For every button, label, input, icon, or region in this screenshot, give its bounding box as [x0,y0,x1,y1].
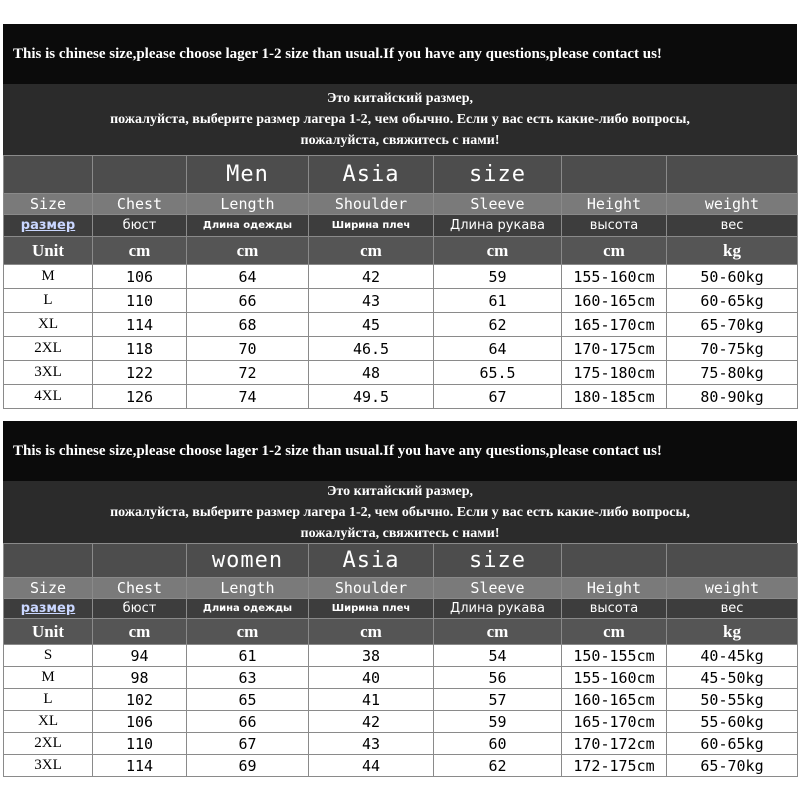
men-title-size: size [434,156,562,194]
unit-cell: cm [187,237,309,265]
header-cell: Size [4,578,93,599]
unit-cell: kg [667,619,798,645]
women-banner-russian-line2: пожалуйста, выберите размер лагера 1-2, чем обычно. Если у вас есть какие-либо вопросы, [110,504,690,520]
table-cell: 106 [93,265,187,289]
table-cell: 4XL [4,385,93,409]
table-row [4,711,798,733]
table-cell: 110 [93,733,187,755]
header-cell: Sleeve [434,578,562,599]
header-ru-cell: Длина одежды [187,215,309,237]
header-ru-cell: вес [667,599,798,619]
women-title-gender: women [187,544,309,578]
table-cell: 62 [434,755,562,777]
table-cell: 59 [434,711,562,733]
table-cell: 49.5 [309,385,434,409]
header-ru-cell: Длина рукава [434,215,562,237]
table-cell: 3XL [4,361,93,385]
header-cell: Length [187,578,309,599]
unit-cell: kg [667,237,798,265]
men-banner-english-text: This is chinese size,please choose lager 1-2 size than usual.If you have any questions,please contact us! [13,45,662,62]
table-cell: 60-65kg [667,733,798,755]
header-ru-cell: высота [562,599,667,619]
header-ru-cell: размер [4,599,93,619]
men-unit-row [4,237,798,265]
women-banner-english-text: This is chinese size,please choose lager 1-2 size than usual.If you have any questions,please contact us! [13,442,662,459]
men-banner-russian-line2: пожалуйста, выберите размер лагера 1-2, чем обычно. Если у вас есть какие-либо вопросы, [110,112,690,127]
table-cell: 60-65kg [667,289,798,313]
table-cell: 70-75kg [667,337,798,361]
men-banner-russian-line3: пожалуйста, свяжитесь с нами! [300,133,500,148]
header-ru-cell: бюст [93,215,187,237]
table-cell: 170-175cm [562,337,667,361]
table-cell: 160-165cm [562,289,667,313]
table-cell: 43 [309,289,434,313]
table-cell: 57 [434,689,562,711]
header-cell: Length [187,194,309,215]
table-cell: 45-50kg [667,667,798,689]
table-cell: XL [4,313,93,337]
header-cell: Sleeve [434,194,562,215]
table-cell: 63 [187,667,309,689]
table-cell: 80-90kg [667,385,798,409]
table-cell: 155-160cm [562,667,667,689]
unit-cell: cm [434,237,562,265]
header-ru-cell: Ширина плеч [309,599,434,619]
header-cell: weight [667,194,798,215]
unit-cell: Unit [4,237,93,265]
table-row [4,361,798,385]
men-header-row [4,194,798,215]
table-cell: 44 [309,755,434,777]
table-cell: 170-172cm [562,733,667,755]
table-cell: 180-185cm [562,385,667,409]
unit-cell: cm [309,619,434,645]
table-row [4,337,798,361]
table-cell: 122 [93,361,187,385]
women-title-size: size [434,544,562,578]
table-cell: XL [4,711,93,733]
header-cell: Chest [93,578,187,599]
table-cell: 114 [93,313,187,337]
men-banner-russian [3,84,797,155]
unit-cell: cm [434,619,562,645]
women-banner-russian [3,481,797,543]
table-cell: 59 [434,265,562,289]
table-cell: 165-170cm [562,313,667,337]
table-row [4,265,798,289]
table-cell: 48 [309,361,434,385]
women-title-asia: Asia [309,544,434,578]
table-row [4,313,798,337]
table-cell: 40 [309,667,434,689]
table-cell: 46.5 [309,337,434,361]
table-cell: 60 [434,733,562,755]
table-cell: 61 [187,645,309,667]
table-cell: 38 [309,645,434,667]
men-header-russian-row [4,215,798,237]
table-cell: 70 [187,337,309,361]
table-cell: 2XL [4,337,93,361]
table-cell: 64 [187,265,309,289]
table-cell: 40-45kg [667,645,798,667]
women-header-row [4,578,798,599]
table-cell: 110 [93,289,187,313]
table-cell: 54 [434,645,562,667]
header-ru-cell: размер [4,215,93,237]
table-cell: 155-160cm [562,265,667,289]
table-cell: 118 [93,337,187,361]
table-cell: M [4,667,93,689]
table-row [4,733,798,755]
table-row [4,755,798,777]
table-cell: 56 [434,667,562,689]
table-cell: 45 [309,313,434,337]
table-cell: 2XL [4,733,93,755]
header-ru-cell: Длина одежды [187,599,309,619]
men-size-table [3,155,798,409]
table-cell: 72 [187,361,309,385]
header-cell: Shoulder [309,578,434,599]
table-cell: 64 [434,337,562,361]
table-row [4,645,798,667]
table-cell: S [4,645,93,667]
table-cell: 65-70kg [667,755,798,777]
table-cell: 66 [187,711,309,733]
table-cell: 106 [93,711,187,733]
unit-cell: cm [93,619,187,645]
header-cell: Height [562,194,667,215]
header-cell: Chest [93,194,187,215]
unit-cell: cm [187,619,309,645]
table-cell: 114 [93,755,187,777]
unit-cell: cm [309,237,434,265]
header-ru-cell: вес [667,215,798,237]
table-row [4,385,798,409]
table-cell: 55-60kg [667,711,798,733]
unit-cell: cm [562,619,667,645]
table-cell: 50-55kg [667,689,798,711]
header-ru-cell: Длина рукава [434,599,562,619]
table-cell: 126 [93,385,187,409]
table-cell: 65-70kg [667,313,798,337]
women-banner-english [3,421,797,481]
table-cell: 43 [309,733,434,755]
table-cell: 75-80kg [667,361,798,385]
women-size-table [3,543,798,777]
header-ru-cell: бюст [93,599,187,619]
table-cell: 150-155cm [562,645,667,667]
header-ru-cell: Ширина плеч [309,215,434,237]
women-banner-russian-line3: пожалуйста, свяжитесь с нами! [300,525,500,541]
table-row [4,667,798,689]
table-cell: 68 [187,313,309,337]
women-header-russian-row [4,599,798,619]
table-cell: 175-180cm [562,361,667,385]
header-cell: Height [562,578,667,599]
table-cell: 172-175cm [562,755,667,777]
table-row [4,289,798,313]
men-banner-english [3,24,797,84]
table-cell: 94 [93,645,187,667]
header-cell: Size [4,194,93,215]
men-title-gender: Men [187,156,309,194]
table-cell: 50-60kg [667,265,798,289]
unit-cell: cm [93,237,187,265]
header-cell: Shoulder [309,194,434,215]
men-title-asia: Asia [309,156,434,194]
table-cell: 66 [187,289,309,313]
unit-cell: Unit [4,619,93,645]
table-cell: 74 [187,385,309,409]
table-cell: 61 [434,289,562,313]
unit-cell: cm [562,237,667,265]
table-cell: 67 [434,385,562,409]
table-cell: 102 [93,689,187,711]
table-cell: 65 [187,689,309,711]
table-cell: 42 [309,265,434,289]
table-cell: 42 [309,711,434,733]
table-cell: 165-170cm [562,711,667,733]
table-row [4,689,798,711]
men-title-row [4,156,798,194]
header-ru-cell: высота [562,215,667,237]
women-banner-russian-line1: Это китайский размер, [326,483,474,499]
table-cell: L [4,689,93,711]
women-unit-row [4,619,798,645]
table-cell: M [4,265,93,289]
table-cell: 160-165cm [562,689,667,711]
table-cell: 98 [93,667,187,689]
men-banner-russian-line1: Это китайский размер, [326,91,474,106]
table-cell: 65.5 [434,361,562,385]
header-cell: weight [667,578,798,599]
table-cell: 3XL [4,755,93,777]
table-cell: 67 [187,733,309,755]
women-title-row [4,544,798,578]
table-cell: 62 [434,313,562,337]
table-cell: 69 [187,755,309,777]
table-cell: 41 [309,689,434,711]
table-cell: L [4,289,93,313]
